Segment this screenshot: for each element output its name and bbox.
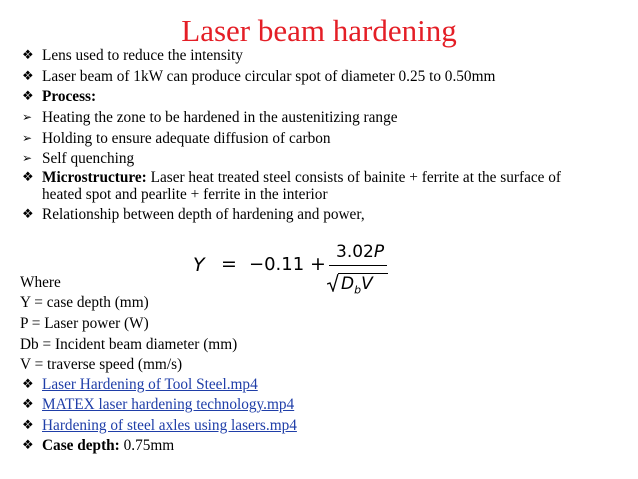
bullet-text: Self quenching <box>42 150 135 167</box>
depth-formula <box>193 240 413 297</box>
diamond-bullet-icon: ❖ <box>22 377 34 392</box>
diamond-bullet-icon: ❖ <box>22 170 34 185</box>
bullet-label: Microstructure: <box>42 169 147 186</box>
bullet-link-matex <box>22 396 294 414</box>
case-depth-label: Case depth: <box>42 437 120 454</box>
diamond-bullet-icon: ❖ <box>22 69 34 84</box>
diamond-bullet-icon: ❖ <box>22 89 34 104</box>
denominator-v: V <box>361 274 373 294</box>
where-line: P = Laser power (W) <box>20 315 149 332</box>
diamond-bullet-icon: ❖ <box>22 397 34 412</box>
bullet-text: Lens used to reduce the intensity <box>42 47 243 64</box>
bullet-holding <box>22 129 331 148</box>
formula-constant: −0.11 <box>249 254 305 275</box>
formula-lhs: Y <box>193 254 205 276</box>
link-matex-video[interactable]: MATEX laser hardening technology.mp4 <box>42 396 295 413</box>
bullet-text: Laser heat treated steel consists of bainite + ferrite at the surface of <box>146 169 562 186</box>
link-axles-video[interactable]: Hardening of steel axles using lasers.mp4 <box>42 417 297 434</box>
bullet-text: Heating the zone to be hardened in the austenitizing range <box>42 109 398 126</box>
where-heading: Where <box>20 274 61 291</box>
formula-numerator <box>336 242 384 262</box>
formula-denominator <box>341 274 373 296</box>
where-line: Y = case depth (mm) <box>20 294 149 311</box>
numerator-var: P <box>373 242 385 262</box>
bullet-link-axles <box>22 417 297 435</box>
bullet-relationship <box>22 206 365 224</box>
bullet-microstructure-continuation: heated spot and pearlite + ferrite in the interior <box>42 186 328 203</box>
bullet-lens <box>22 47 243 65</box>
link-tool-steel-video[interactable]: Laser Hardening of Tool Steel.mp4 <box>42 376 258 393</box>
sqrt-icon <box>327 274 339 292</box>
denominator-d: D <box>341 274 355 294</box>
bullet-text: Holding to ensure adequate diffusion of carbon <box>42 130 331 147</box>
bullet-link-tool-steel <box>22 376 258 394</box>
denominator-sub: b <box>354 283 362 297</box>
bullet-laser-beam <box>22 68 495 86</box>
arrow-bullet-icon: ➢ <box>22 151 33 165</box>
formula-plus: + <box>310 253 326 275</box>
bullet-text: Process: <box>42 88 97 105</box>
fraction-bar <box>329 265 387 266</box>
diamond-bullet-icon: ❖ <box>22 207 34 222</box>
bullet-microstructure <box>22 169 561 187</box>
bullet-self-quenching <box>22 149 134 168</box>
formula-equals: = <box>221 253 237 275</box>
bullet-process <box>22 88 96 106</box>
where-line: V = traverse speed (mm/s) <box>20 356 183 373</box>
bullet-text: Laser beam of 1kW can produce circular spot of diameter 0.25 to 0.50mm <box>42 68 496 85</box>
slide-title: Laser beam hardening <box>181 13 457 48</box>
diamond-bullet-icon: ❖ <box>22 48 34 63</box>
bullet-text: Relationship between depth of hardening and power, <box>42 206 365 223</box>
bullet-case-depth <box>22 437 174 455</box>
arrow-bullet-icon: ➢ <box>22 110 33 124</box>
arrow-bullet-icon: ➢ <box>22 131 33 145</box>
where-line: Db = Incident beam diameter (mm) <box>20 336 238 353</box>
bullet-heating <box>22 108 398 127</box>
diamond-bullet-icon: ❖ <box>22 418 34 433</box>
case-depth-value: 0.75mm <box>119 437 175 454</box>
numerator-coeff: 3.02 <box>336 242 374 262</box>
diamond-bullet-icon: ❖ <box>22 438 34 453</box>
